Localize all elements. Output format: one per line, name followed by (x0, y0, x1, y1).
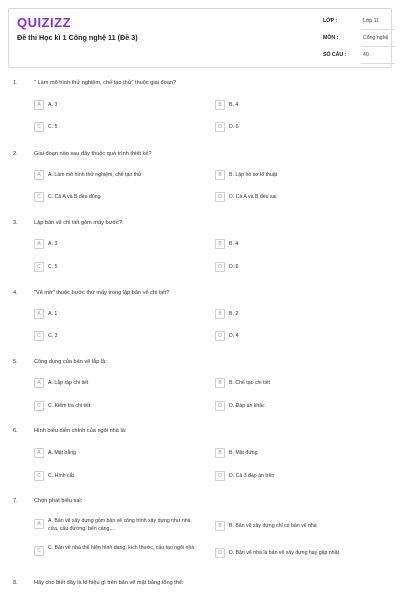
question-number: 2. (13, 151, 18, 157)
option-text: B. 4 (229, 240, 239, 247)
option-text: D. Cả 3 đáp án trên (229, 472, 275, 479)
question-text: Công dụng của bản vẽ lắp là: (34, 359, 107, 365)
question-text: Giai đoạn nào sau đây thuộc quá trình thiết kế? (34, 151, 152, 157)
option-text: C. 5 (48, 263, 58, 270)
question-text: " Làm mô hình thử nghiệm, chế tạo thử" thuộc giai đoạn? (34, 80, 177, 86)
meta-divider (361, 63, 395, 64)
option-text: A. 3 (48, 101, 58, 108)
question-number: 5. (13, 359, 18, 365)
option-letter-box: A (34, 170, 44, 180)
option-letter-box: D (215, 471, 225, 481)
option-text: D. 6 (229, 123, 239, 130)
option-text: C. 5 (48, 123, 58, 130)
question-number: 7. (13, 498, 18, 504)
option-text: B. Bản vẽ xây dựng chỉ có bản vẽ nhà (229, 522, 317, 529)
meta-subject-value: Công nghệ (363, 35, 389, 41)
option-letter-box: A (34, 309, 44, 319)
option-text: D. Đáp án khác (229, 402, 265, 409)
option-text: B. Chế tạo chi tiết (229, 379, 270, 386)
option-letter-box: A (34, 378, 44, 388)
exam-header (8, 8, 392, 68)
question-number: 4. (13, 290, 18, 296)
option-letter-box: B (215, 521, 225, 531)
option-letter-box: B (215, 239, 225, 249)
question-number: 6. (13, 428, 18, 434)
meta-count (323, 49, 395, 66)
meta-class-value: Lớp 11 (363, 18, 379, 24)
option-letter-box: C (34, 192, 44, 202)
option-letter-box: D (215, 548, 225, 558)
question-number: 8. (13, 580, 18, 586)
option-letter-box: D (215, 401, 225, 411)
meta-class (323, 15, 395, 32)
option-letter-box: D (215, 122, 225, 132)
option-text: A. Lắp ráp chi tiết (48, 379, 89, 386)
option-letter-box: C (34, 262, 44, 272)
option-text: B. Lập hồ sơ kĩ thuật (229, 171, 278, 178)
option-text: B. Mặt đứng (229, 449, 258, 456)
question-text: Hình biểu diễn chính của ngôi nhà là: (34, 428, 127, 434)
meta-subject-label: MÔN : (323, 35, 339, 41)
option-letter-box: B (215, 309, 225, 319)
question-text: Chọn phát biểu sai: (34, 498, 83, 504)
question-number: 3. (13, 220, 18, 226)
option-text: C. Kiểm tra chi tiết (48, 402, 91, 409)
exam-title: Đề thi Học kì 1 Công nghệ 11 (Đề 3) (17, 33, 138, 42)
option-letter-box: C (34, 546, 44, 556)
option-text: A. 3 (48, 240, 58, 247)
option-letter-box: A (34, 448, 44, 458)
option-letter-box: B (215, 100, 225, 110)
question-text: Lập bản vẽ chi tiết gồm mấy bước? (34, 220, 122, 226)
option-letter-box: C (34, 122, 44, 132)
option-letter-box: D (215, 331, 225, 341)
meta-subject (323, 32, 395, 49)
option-text: B. 4 (229, 101, 239, 108)
meta-count-value: 40 (363, 52, 369, 58)
option-text: D. 6 (229, 263, 239, 270)
option-text: A. Làm mô hình thử nghiệm, chế tạo thử (48, 171, 142, 178)
option-text: C. 3 (48, 332, 58, 339)
option-text: A. Mặt bằng (48, 449, 76, 456)
option-text: C. Cả A và B đều đúng (48, 193, 101, 200)
option-letter-box: B (215, 378, 225, 388)
option-letter-box: A (34, 100, 44, 110)
option-letter-box: C (34, 401, 44, 411)
option-letter-box: D (215, 192, 225, 202)
option-letter-box: A (34, 239, 44, 249)
meta-divider (361, 29, 395, 30)
question-text: Hãy cho biết đây là kí hiệu gì trên bản vẽ mặt bằng tổng thể: (34, 580, 184, 586)
option-text: D. 4 (229, 332, 239, 339)
option-text: C. Bản vẽ nhà thể hiện hình dạng, kích thước, cấu tạo ngôi nhà (48, 545, 195, 551)
option-text: A. 1 (48, 310, 58, 317)
option-letter-box: D (215, 262, 225, 272)
option-letter-box: C (34, 471, 44, 481)
option-letter-box: B (215, 170, 225, 180)
question-text: "Vẽ mờ" thuộc bước thứ mấy trong lập bản vẽ chi tiết? (34, 290, 170, 296)
meta-class-label: LỚP : (323, 18, 338, 24)
meta-divider (361, 46, 395, 47)
quizizz-logo: QUIZIZZ (17, 15, 72, 30)
exam-meta (323, 15, 395, 66)
option-letter-box: B (215, 448, 225, 458)
question-number: 1. (13, 80, 18, 86)
option-text: D. Cả A và B đều sai (229, 193, 277, 200)
option-letter-box: A (34, 519, 44, 529)
option-text: D. Bản vẽ nhà là bản vẽ xây dựng hay gặp nhất (229, 549, 339, 556)
option-text: A. Bản vẽ xây dựng gồm bản vẽ công trình xây dựng như nhà cửa, cầu đường, bến cảng,... (48, 518, 191, 532)
meta-count-label: SỐ CÂU : (323, 52, 347, 58)
option-text: C. Hình cắt (48, 472, 74, 479)
option-text: B. 2 (229, 310, 239, 317)
option-letter-box: C (34, 331, 44, 341)
